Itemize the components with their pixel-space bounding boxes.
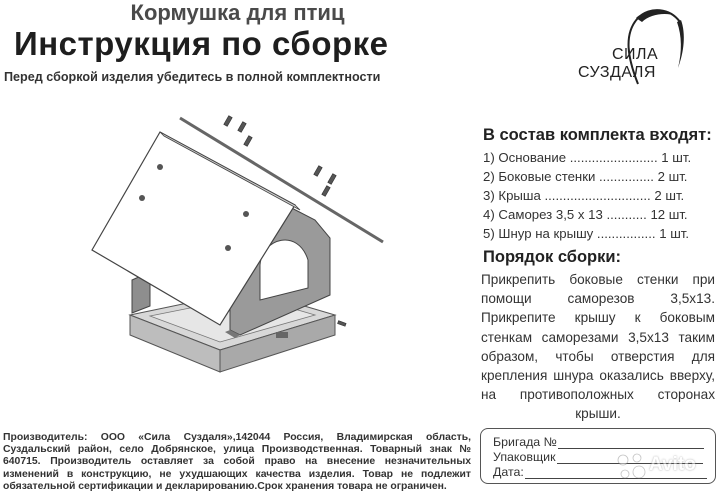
manufacturer-info: Производитель: ООО «Сила Суздаля»,142044 Россия, Владимирская область, Суздальский район, село Добрянское, улица Производственная. Товарный знак № 640715. Производитель оставляет за собой право на внесение незначительных изменений в конструкцию, не ухудшающих качества изделия. Товар не подлежит обязательной сертификации и декларированию.Срок хранения товара не ограничен.: [3, 432, 471, 492]
logo-text-line1: СИЛА: [612, 46, 659, 63]
document-title: Инструкция по сборке: [14, 25, 389, 62]
completeness-note: Перед сборкой изделия убедитесь в полной комплектности: [4, 70, 381, 84]
kit-item: 1) Основание ........................ 1 шт.: [483, 150, 692, 165]
document-subtitle: Кормушка для птиц: [130, 0, 345, 25]
brigade-label: Бригада №: [493, 435, 557, 449]
kit-item: 5) Шнур на крышу ................ 1 шт.: [483, 226, 690, 241]
kit-heading: В состав комплекта входят:: [483, 126, 712, 144]
brigade-row: [493, 435, 704, 449]
birdfeeder-exploded-illustration: [80, 110, 395, 410]
kit-item: 2) Боковые стенки ............... 2 шт.: [483, 169, 688, 184]
assembly-instructions: Прикрепить боковые стенки при помощи саморезов 3,5х13. Прикрепите крышу к боковым стенкам саморезами 3,5х13 таким образом, чтобы отверстия для крепления шнура оказались вверху, на противоположных сторонах крыши.: [481, 272, 715, 422]
kit-list: [483, 148, 719, 243]
avito-watermark: [615, 450, 715, 482]
avito-dots-icon: [615, 450, 649, 482]
kit-item: 4) Саморез 3,5 х 13 ........... 12 шт.: [483, 207, 688, 222]
brand-logo: [578, 4, 690, 90]
kit-item: 3) Крыша ............................. 2 шт.: [483, 188, 685, 203]
assembly-heading: Порядок сборки:: [483, 248, 622, 266]
watermark-text: Avito: [649, 454, 696, 475]
date-label: Дата:: [493, 465, 524, 479]
logo-text-line2: СУЗДАЛЯ: [578, 64, 656, 81]
brigade-line: [558, 436, 704, 449]
packer-label: Упаковщик: [493, 450, 556, 464]
